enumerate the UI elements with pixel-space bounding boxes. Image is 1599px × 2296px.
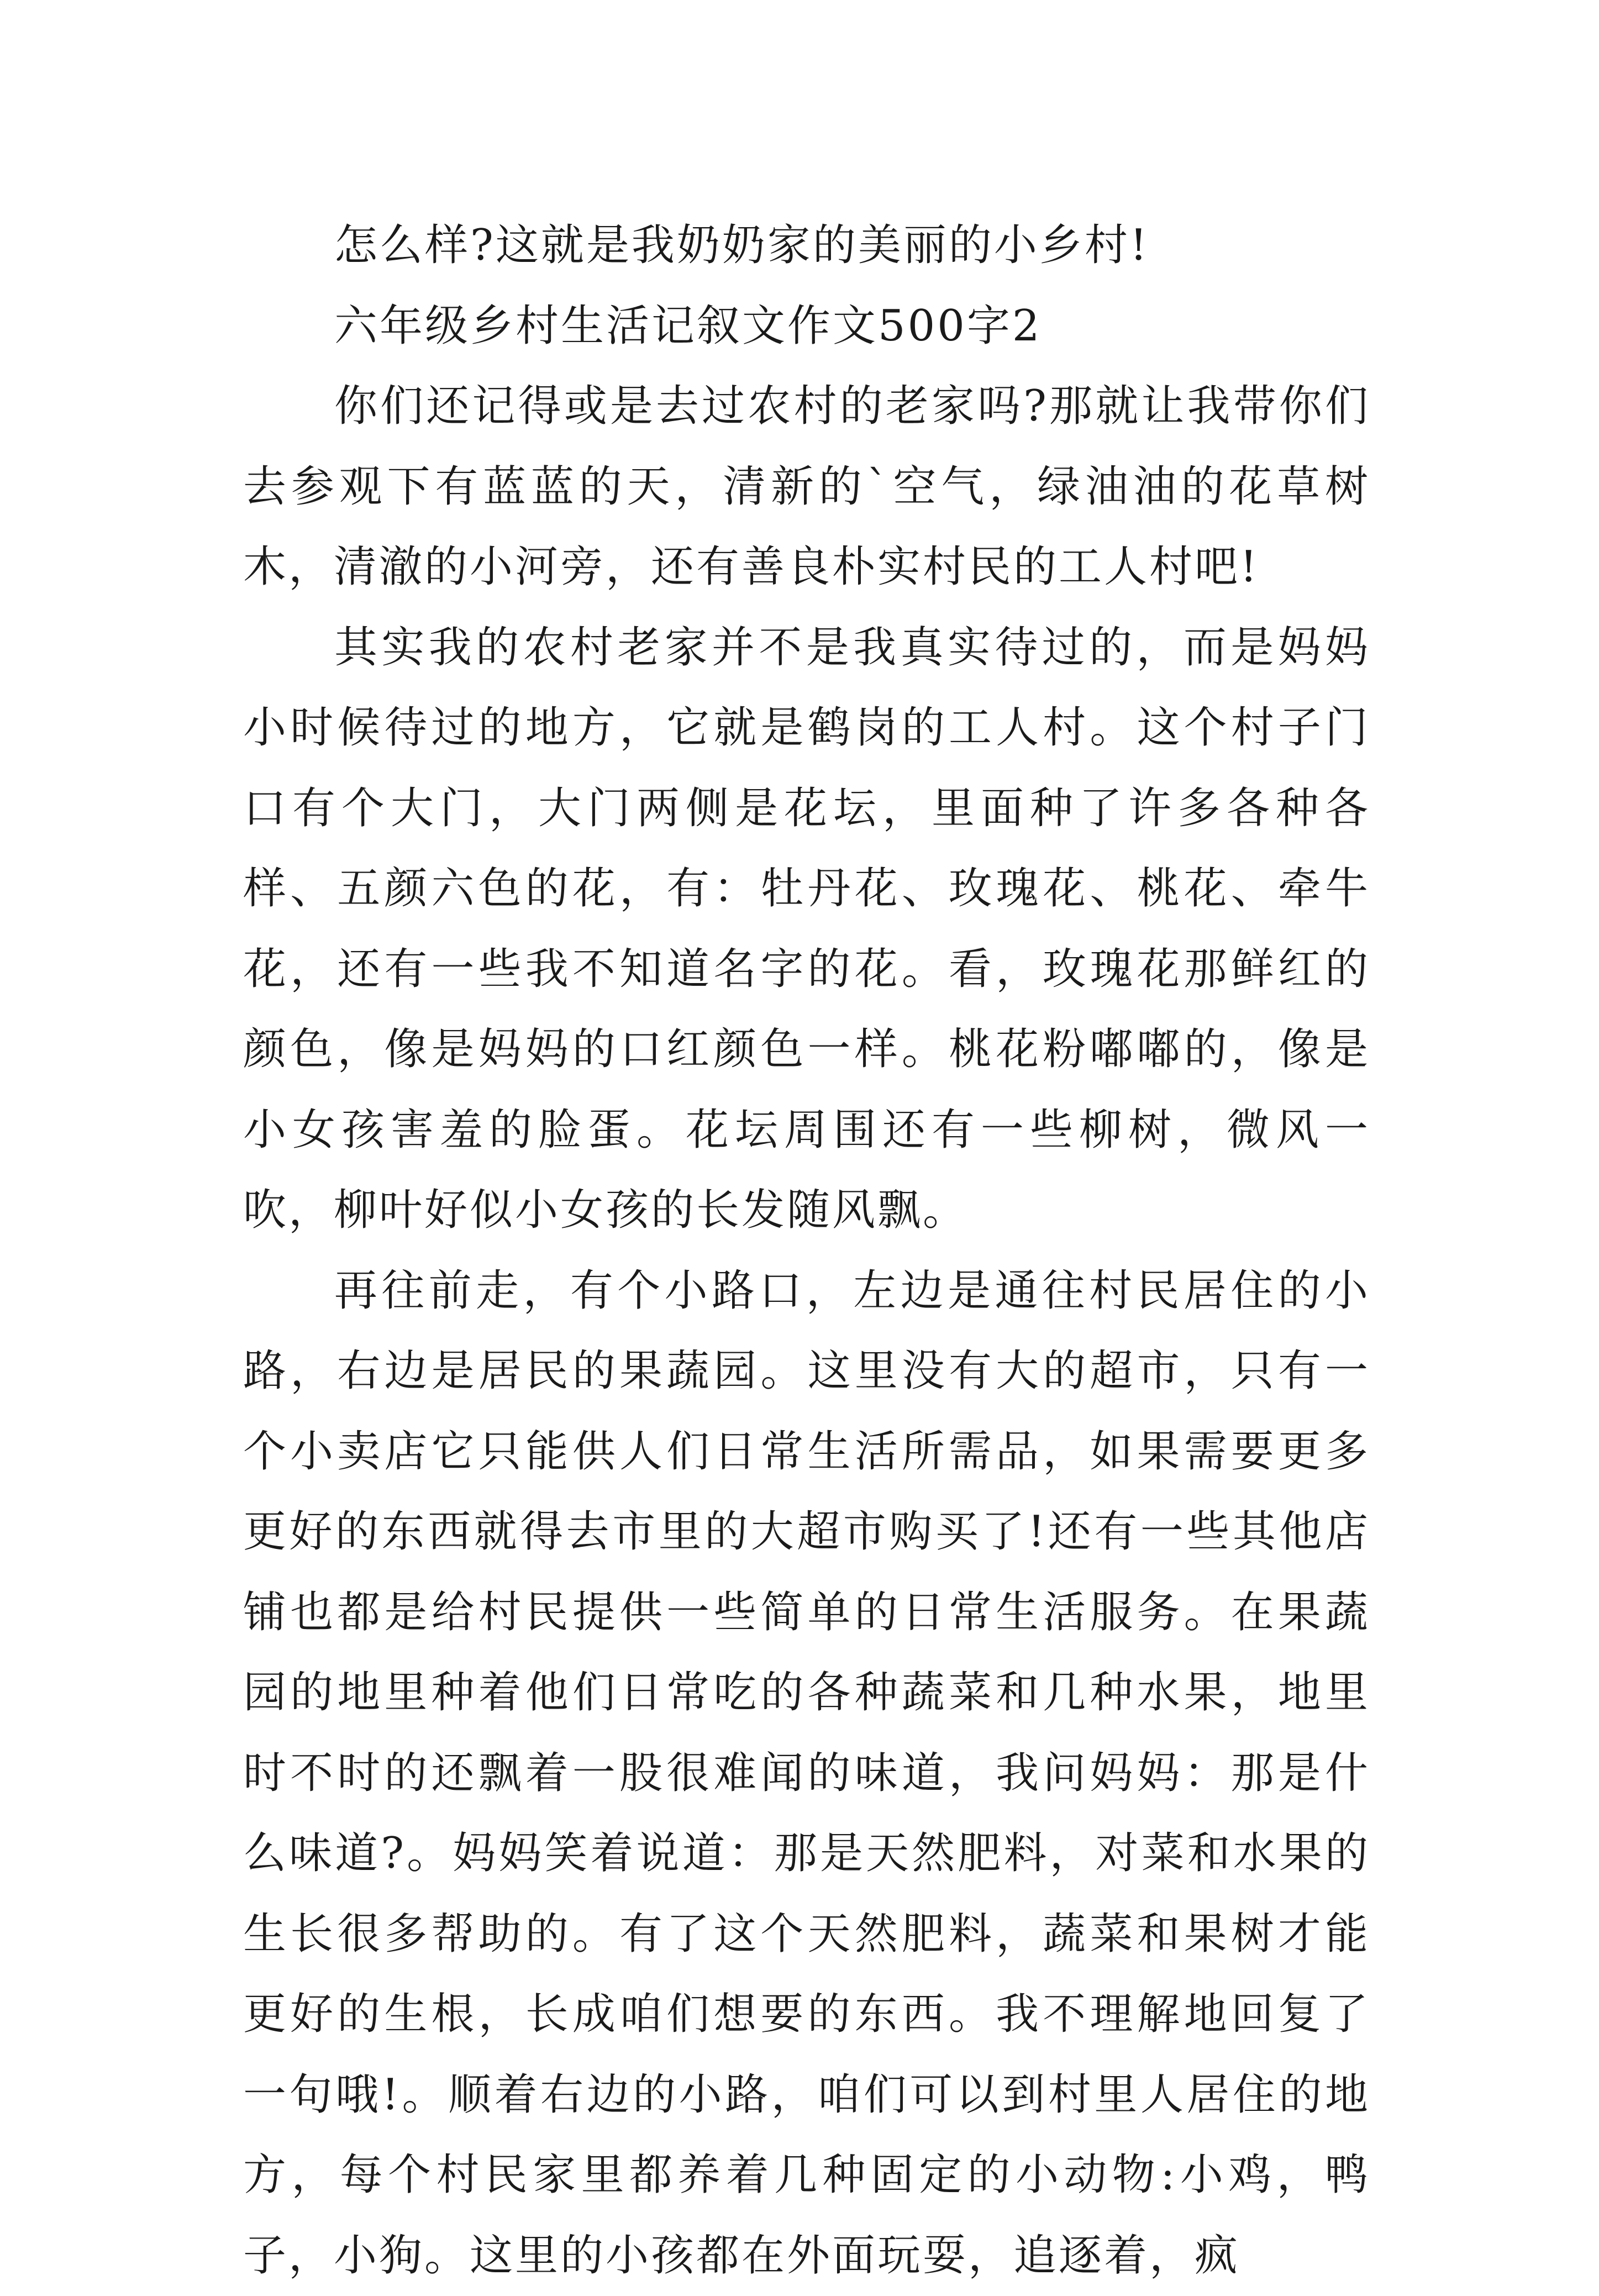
paragraph-village-gate: 其实我的农村老家并不是我真实待过的，而是妈妈小时候待过的地方，它就是鹤岗的工人村。这个村子门口有个大门，大门两侧是花坛，里面种了许多各种各样、五颜六色的花，有：牡丹花、玫瑰花、桃花、牵牛花，还有一些我不知道名字的花。看，玫瑰花那鲜红的颜色，像是妈妈的口红颜色一样。桃花粉嘟嘟的，像是小女孩害羞的脸蛋。花坛周围还有一些柳树，微风一吹，柳叶好似小女孩的长发随风飘。 — [243, 608, 1370, 1251]
article-body — [243, 206, 1370, 2296]
paragraph-closing-line: 怎么样?这就是我奶奶家的美丽的小乡村! — [243, 206, 1370, 286]
paragraph-intro: 你们还记得或是去过农村的老家吗?那就让我带你们去参观下有蓝蓝的天，清新的`空气，绿油油的花草树木，清澈的小河旁，还有善良朴实村民的工人村吧! — [243, 366, 1370, 608]
paragraph-orchard: 再往前走，有个小路口，左边是通往村民居住的小路，右边是居民的果蔬园。这里没有大的超市，只有一个小卖店它只能供人们日常生活所需品，如果需要更多更好的东西就得去市里的大超市购买了!还有一些其他店铺也都是给村民提供一些简单的日常生活服务。在果蔬园的地里种着他们日常吃的各种蔬菜和几种水果，地里时不时的还飘着一股很难闻的味道，我问妈妈：那是什么味道?。妈妈笑着说道：那是天然肥料，对菜和水果的生长很多帮助的。有了这个天然肥料，蔬菜和果树才能更好的生根，长成咱们想要的东西。我不理解地回复了一句哦!。顺着右边的小路，咱们可以到村里人居住的地方，每个村民家里都养着几种固定的小动物:小鸡，鸭子，小狗。这里的小孩都在外面玩耍，追逐着，疯 — [243, 1251, 1370, 2296]
article-title: 六年级乡村生活记叙文作文500字2 — [243, 286, 1370, 367]
